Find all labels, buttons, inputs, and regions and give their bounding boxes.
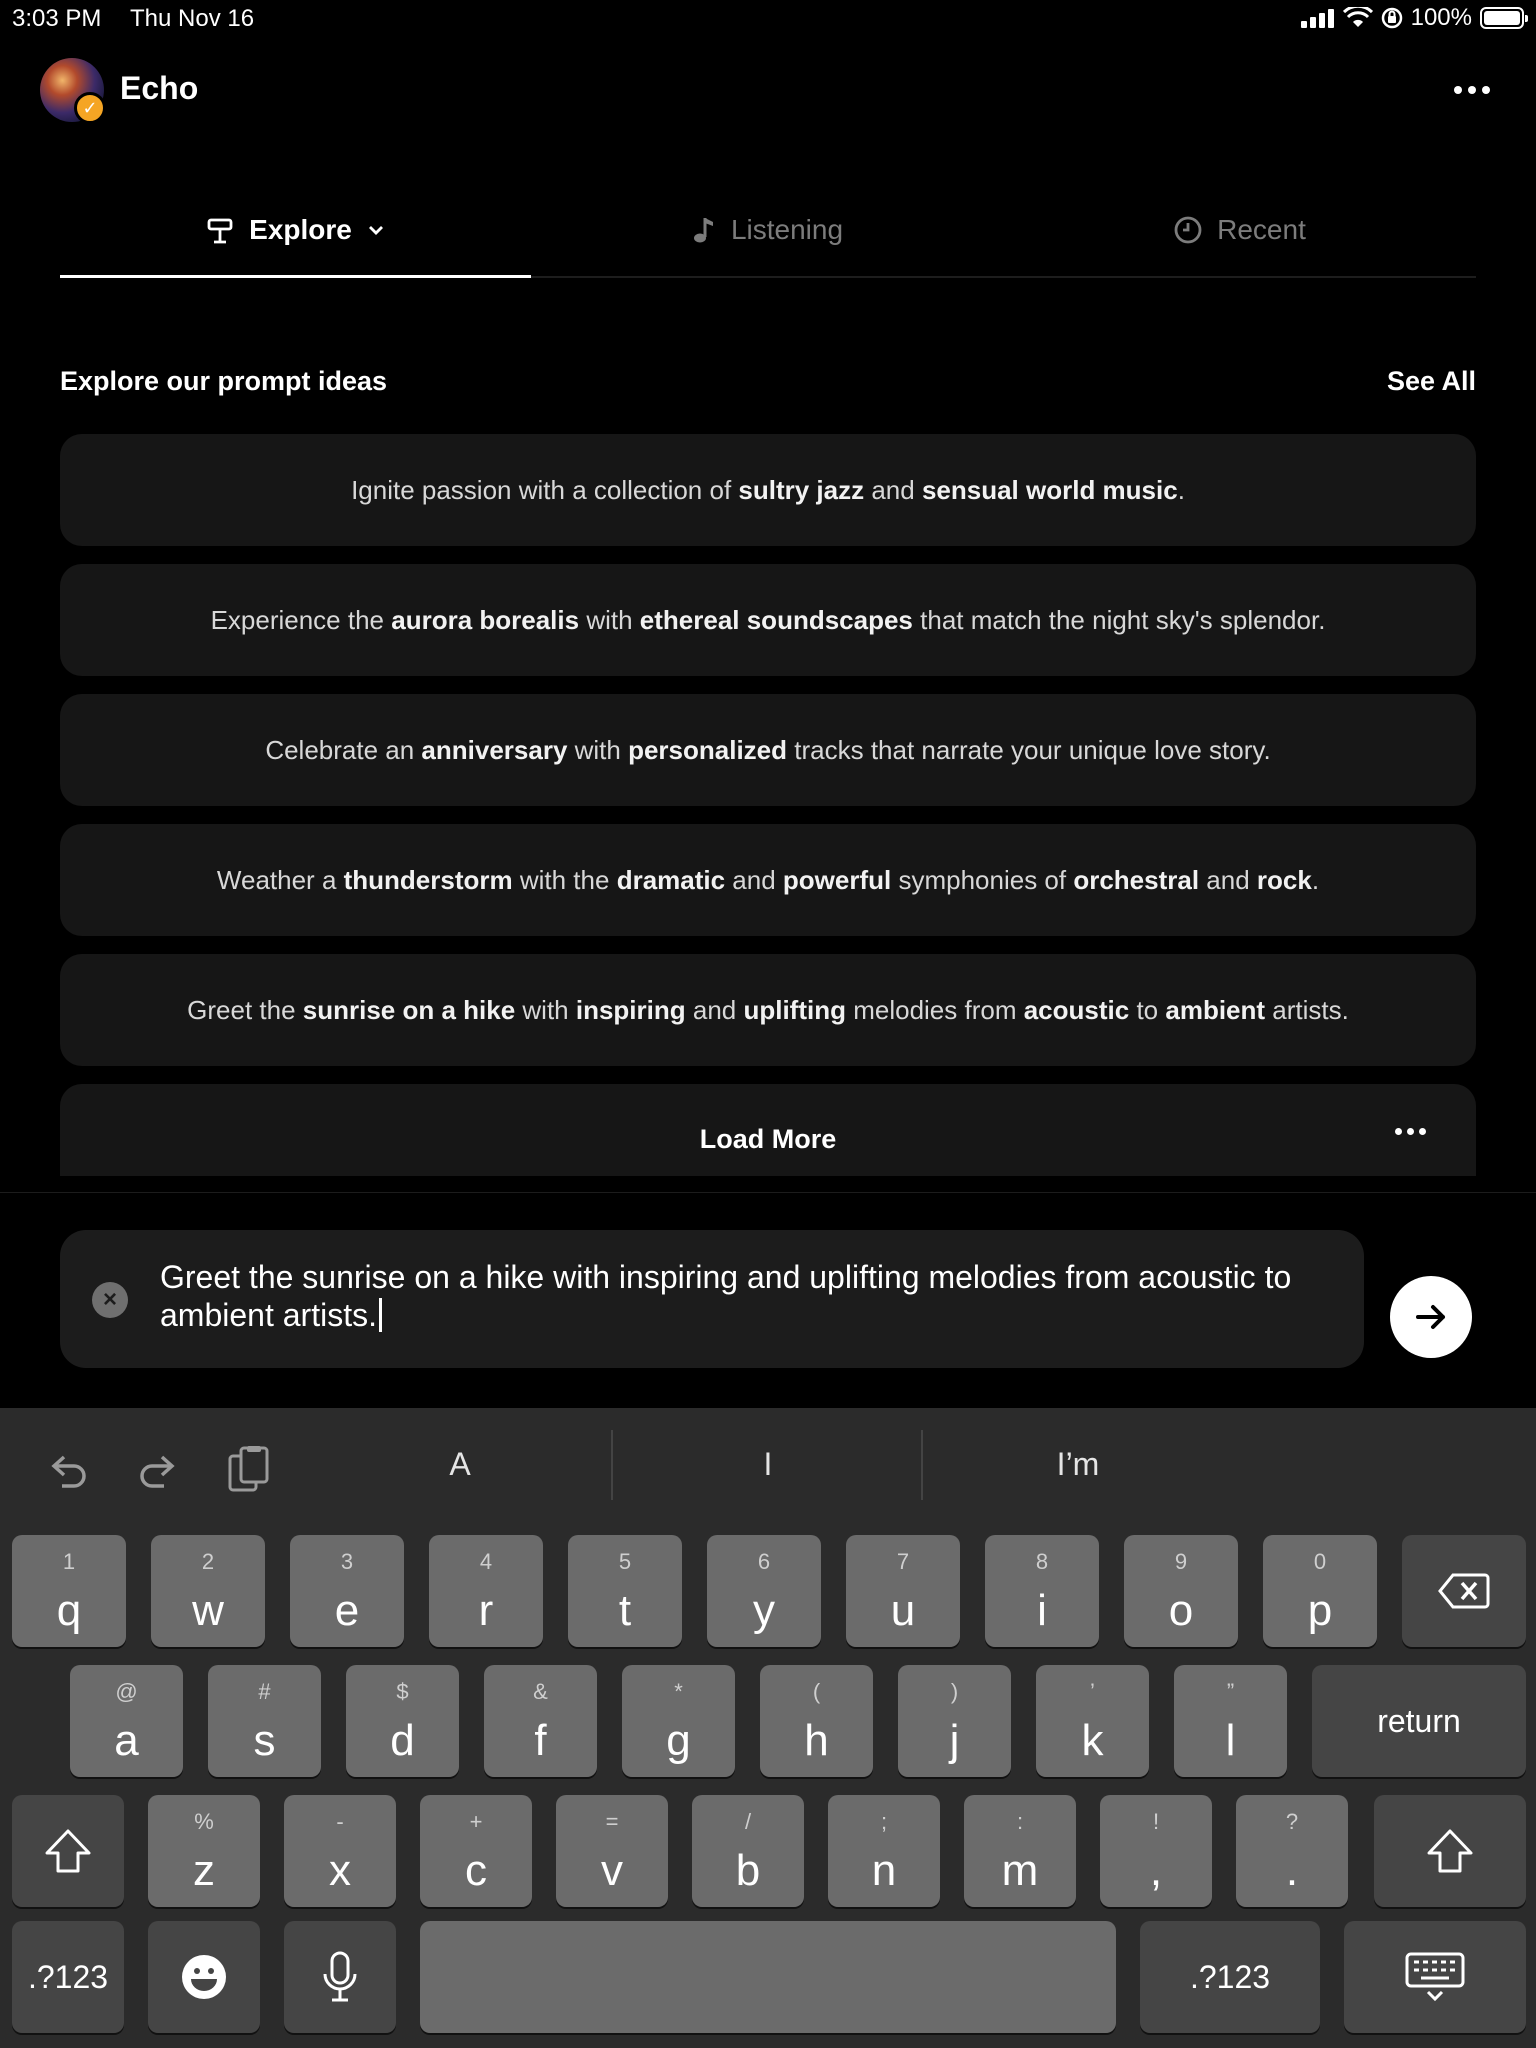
key-hint: 5 — [618, 1549, 632, 1574]
key-label: l — [1225, 1716, 1236, 1765]
key-label: i — [1037, 1586, 1047, 1635]
key-label: f — [534, 1716, 547, 1765]
prompt-text-segment: melodies from — [845, 994, 1024, 1025]
prompt-keyword: aurora borealis — [391, 604, 580, 635]
key-label: n — [871, 1846, 897, 1895]
key-hint: $ — [396, 1679, 409, 1704]
key-hint: 4 — [479, 1549, 493, 1574]
key-hint: ; — [880, 1809, 888, 1834]
suggestion-2[interactable]: I — [763, 1446, 773, 1482]
text-cursor — [379, 1298, 382, 1332]
key-hint: 1 — [62, 1549, 76, 1574]
prompt-text-segment: Greet the — [187, 994, 303, 1025]
key-j[interactable] — [898, 1665, 1011, 1777]
prompt-text-segment: and — [685, 994, 744, 1025]
load-more-label: Load More — [699, 1124, 837, 1154]
prompt-text-segment: tracks that narrate your unique love story. — [787, 734, 1271, 765]
undo-icon[interactable] — [42, 1444, 94, 1496]
key-hint: = — [605, 1809, 619, 1834]
prompt-text-segment: Celebrate an — [265, 734, 422, 765]
prompt-text — [217, 865, 1319, 896]
key-.[interactable] — [1236, 1795, 1348, 1907]
key-b[interactable] — [692, 1795, 804, 1907]
prompt-keyword: orchestral — [1073, 864, 1200, 895]
prompt-text-segment: . — [1311, 864, 1320, 895]
key-n[interactable] — [828, 1795, 940, 1907]
key-u[interactable] — [846, 1535, 960, 1647]
key-label: . — [1285, 1846, 1299, 1895]
prompt-keyword: powerful — [782, 864, 892, 895]
key-label: p — [1307, 1586, 1333, 1635]
key-hint: : — [1016, 1809, 1024, 1834]
status-indicators — [1301, 4, 1524, 32]
key-t[interactable] — [568, 1535, 682, 1647]
key-o[interactable] — [1124, 1535, 1238, 1647]
key-hint: ( — [812, 1679, 821, 1704]
key-hint: % — [194, 1809, 214, 1834]
key-hint: 7 — [896, 1549, 910, 1574]
key-hint: ? — [1285, 1809, 1299, 1834]
key-hint: + — [469, 1809, 483, 1834]
key-label: d — [390, 1716, 415, 1765]
prompt-keyword: inspiring — [575, 994, 686, 1025]
key-label: g — [666, 1716, 691, 1765]
numbers-key-label: .?123 — [27, 1958, 109, 1995]
status-date: Thu Nov 16 — [130, 5, 255, 32]
tab-listening[interactable] — [531, 200, 1003, 260]
prompt-keyword: sultry jazz — [738, 474, 865, 505]
key-label: h — [804, 1716, 829, 1765]
send-button[interactable] — [1390, 1276, 1472, 1358]
key-hint: 3 — [340, 1549, 354, 1574]
prompt-input[interactable] — [60, 1230, 1364, 1368]
prompt-keyword: acoustic — [1023, 994, 1130, 1025]
prompt-card[interactable] — [60, 824, 1476, 936]
key-k[interactable] — [1036, 1665, 1149, 1777]
key-label: m — [1001, 1846, 1039, 1895]
key-x[interactable] — [284, 1795, 396, 1907]
return-key[interactable] — [1312, 1665, 1526, 1777]
suggestion-divider — [921, 1430, 923, 1500]
prompt-text-segment: Ignite passion with a collection of — [351, 474, 739, 505]
suggestion-divider — [611, 1430, 613, 1500]
key-label: x — [329, 1846, 351, 1895]
divider — [0, 1192, 1536, 1193]
key-hint: ) — [950, 1679, 959, 1704]
key-hint: / — [744, 1809, 752, 1834]
prompt-text-segment: with — [579, 604, 640, 635]
tab-listening-label: Listening — [730, 214, 844, 245]
clock-icon — [1173, 215, 1203, 245]
key-c[interactable] — [420, 1795, 532, 1907]
emoji-icon — [179, 1952, 229, 2002]
prompt-text — [187, 995, 1349, 1026]
prompt-text-segment: and — [864, 474, 922, 505]
section-title: Explore our prompt ideas — [60, 366, 388, 396]
music-note-icon — [691, 215, 717, 245]
key-label: r — [478, 1586, 494, 1635]
app-title: Echo — [120, 70, 199, 106]
key-e[interactable] — [290, 1535, 404, 1647]
key-,[interactable] — [1100, 1795, 1212, 1907]
prompt-text-segment: Weather a — [216, 864, 344, 895]
key-f[interactable] — [484, 1665, 597, 1777]
prompt-keyword: ethereal soundscapes — [639, 604, 913, 635]
key-h[interactable] — [760, 1665, 873, 1777]
prompt-keyword: uplifting — [743, 994, 846, 1025]
key-hint: 2 — [201, 1549, 215, 1574]
prompt-keyword: dramatic — [616, 864, 726, 895]
status-time: 3:03 PM — [12, 5, 102, 32]
key-r[interactable] — [429, 1535, 543, 1647]
key-hint: ! — [1152, 1809, 1160, 1834]
more-options-button[interactable] — [1448, 72, 1496, 108]
key-label: q — [56, 1586, 82, 1635]
key-hint: ” — [1226, 1679, 1235, 1704]
key-v[interactable] — [556, 1795, 668, 1907]
signpost-icon — [205, 215, 235, 245]
key-hint: * — [674, 1679, 683, 1704]
prompt-text-segment: with — [567, 734, 629, 765]
shift-icon — [1425, 1827, 1475, 1875]
key-s[interactable] — [208, 1665, 321, 1777]
microphone-icon — [320, 1950, 360, 2004]
dismiss-keyboard-key[interactable] — [1344, 1921, 1526, 2033]
key-z[interactable] — [148, 1795, 260, 1907]
status-bar — [0, 0, 1536, 40]
prompt-keyword: sensual world music — [921, 474, 1178, 505]
prompt-text-segment: with the — [512, 864, 617, 895]
prompt-text — [211, 605, 1326, 636]
prompt-input-text[interactable]: Greet the sunrise on a hike with inspiring and uplifting melodies from acoustic to ambient artists. — [160, 1259, 1292, 1333]
key-label: z — [193, 1846, 215, 1895]
return-key-label: return — [1377, 1702, 1461, 1739]
key-d[interactable] — [346, 1665, 459, 1777]
orientation-lock-icon — [1381, 7, 1403, 29]
key-p[interactable] — [1263, 1535, 1377, 1647]
key-q[interactable] — [12, 1535, 126, 1647]
prompt-keyword: thunderstorm — [343, 864, 513, 895]
prompt-card[interactable] — [60, 434, 1476, 546]
arrow-right-icon — [1411, 1297, 1451, 1337]
key-label: a — [114, 1716, 139, 1765]
clear-input-button[interactable]: × — [92, 1282, 128, 1318]
delete-key[interactable] — [1402, 1535, 1526, 1647]
suggestion-3[interactable]: I’m — [1056, 1446, 1100, 1482]
key-label: u — [890, 1586, 916, 1635]
key-hint: @ — [115, 1679, 138, 1704]
prompt-text-segment: and — [1199, 864, 1257, 895]
key-label: j — [949, 1716, 960, 1765]
key-hint: ’ — [1090, 1679, 1095, 1704]
shift-key-left[interactable] — [12, 1795, 124, 1907]
prompt-text — [265, 735, 1270, 766]
signal-icon — [1301, 8, 1335, 28]
see-all-link[interactable]: See All — [1386, 366, 1476, 396]
prompt-keyword: ambient — [1165, 994, 1266, 1025]
prompt-text-segment: symphonies of — [891, 864, 1074, 895]
prompt-text-segment: and — [725, 864, 783, 895]
prompt-text-segment: that match the night sky's splendor. — [912, 604, 1326, 635]
key-i[interactable] — [985, 1535, 1099, 1647]
prompt-keyword: rock — [1256, 864, 1312, 895]
key-m[interactable] — [964, 1795, 1076, 1907]
key-hint: # — [258, 1679, 271, 1704]
battery-icon — [1480, 7, 1524, 29]
suggestion-1[interactable]: A — [449, 1446, 471, 1482]
chevron-down-icon — [366, 220, 386, 240]
key-a[interactable] — [70, 1665, 183, 1777]
key-hint: 0 — [1313, 1549, 1327, 1574]
key-label: t — [618, 1586, 632, 1635]
prompt-text-segment: Experience the — [210, 604, 392, 635]
key-label: o — [1168, 1586, 1194, 1635]
key-label: c — [465, 1846, 487, 1895]
key-label: y — [753, 1586, 775, 1635]
key-label: b — [735, 1846, 761, 1895]
prompt-keyword: personalized — [628, 734, 788, 765]
keyboard-dismiss-icon — [1404, 1951, 1466, 2003]
numbers-key-left[interactable] — [12, 1921, 124, 2033]
key-label: w — [192, 1586, 224, 1635]
redo-icon[interactable] — [132, 1444, 184, 1496]
tab-active-indicator — [60, 275, 531, 278]
wifi-icon — [1343, 7, 1373, 29]
prompt-text-segment: with — [515, 994, 576, 1025]
tab-recent[interactable] — [1003, 200, 1476, 260]
emoji-key[interactable] — [148, 1921, 260, 2033]
dictation-key[interactable] — [284, 1921, 396, 2033]
key-y[interactable] — [707, 1535, 821, 1647]
tab-explore-label: Explore — [249, 214, 352, 245]
clipboard-icon[interactable] — [224, 1444, 276, 1496]
key-g[interactable] — [622, 1665, 735, 1777]
numbers-key-right[interactable] — [1140, 1921, 1320, 2033]
numbers-key-label: .?123 — [1189, 1958, 1271, 1995]
key-label: s — [253, 1716, 276, 1765]
prompt-card[interactable] — [60, 694, 1476, 806]
battery-percent: 100% — [1410, 4, 1472, 31]
on-screen-keyboard — [0, 1408, 1536, 2048]
key-hint: 9 — [1174, 1549, 1188, 1574]
prompt-text — [351, 475, 1185, 506]
prompt-keyword: sunrise on a hike — [302, 994, 516, 1025]
prompt-keyword: anniversary — [421, 734, 568, 765]
key-l[interactable] — [1174, 1665, 1287, 1777]
key-hint: - — [336, 1809, 344, 1834]
prompt-card[interactable] — [60, 954, 1476, 1066]
tab-recent-label: Recent — [1217, 214, 1306, 245]
key-hint: 8 — [1035, 1549, 1049, 1574]
load-more-options-icon[interactable] — [1395, 1128, 1426, 1135]
key-hint: 6 — [757, 1549, 771, 1574]
prompt-text-segment: artists. — [1265, 994, 1349, 1025]
load-more-button[interactable] — [60, 1084, 1476, 1176]
shift-key-right[interactable] — [1374, 1795, 1526, 1907]
space-key[interactable] — [420, 1921, 1116, 2033]
prompt-text-segment: . — [1177, 474, 1185, 505]
key-label: k — [1081, 1716, 1104, 1765]
verified-badge-icon: ✓ — [74, 92, 106, 124]
delete-backspace-icon — [1437, 1571, 1491, 1611]
prompt-card[interactable] — [60, 564, 1476, 676]
key-label: e — [334, 1586, 360, 1635]
key-w[interactable] — [151, 1535, 265, 1647]
tab-explore[interactable] — [60, 200, 531, 260]
key-hint: & — [533, 1679, 548, 1704]
key-label: , — [1149, 1846, 1163, 1895]
key-label: v — [601, 1846, 623, 1895]
shift-icon — [43, 1827, 93, 1875]
prompt-text-segment: to — [1129, 994, 1166, 1025]
